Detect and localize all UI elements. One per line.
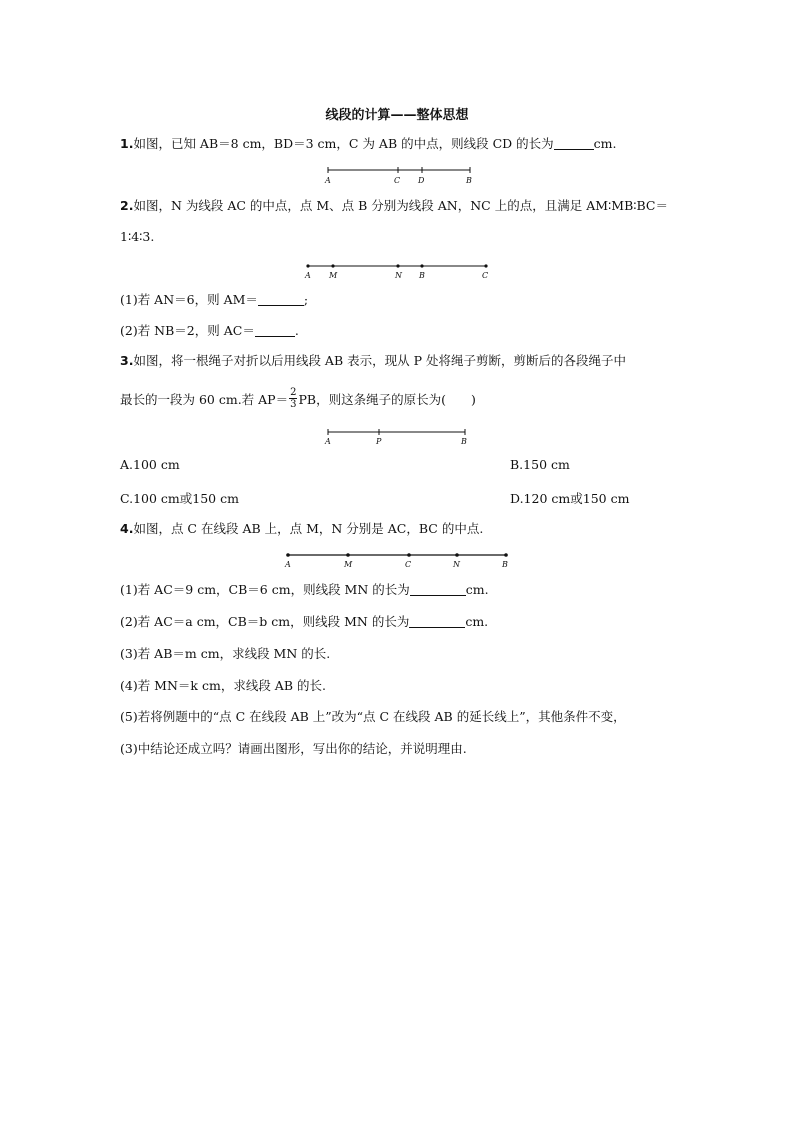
question-3-text: PB，则这条绳子的原长为( ) [298,392,476,407]
point-label-a: A [325,176,331,185]
point-label-a: A [325,437,331,446]
point-label-p: P [376,437,382,446]
question-4-sub-5-line-2: (3)中结论还成立吗？请画出图形，写出你的结论，并说明理由. [120,741,467,756]
question-3-line-1 [120,352,626,370]
question-2-sub-2 [120,322,299,340]
point-label-b: B [466,176,472,185]
answer-blank[interactable] [410,582,466,596]
question-4-sub-1 [120,581,489,599]
question-4-sub-4: (4)若 MN＝k cm，求线段 AB 的长. [120,678,326,693]
fraction-denominator: 3 [290,399,297,410]
question-4 [120,520,483,538]
question-4-text: 如图，点 C 在线段 AB 上，点 M，N 分别是 AC，BC 的中点. [133,521,484,536]
answer-blank[interactable] [258,292,304,306]
sub-question-text: (2)若 AC＝a cm，CB＝b cm，则线段 MN 的长为 [120,614,410,629]
question-2-line-1 [120,197,668,215]
point-label-a: A [305,271,311,280]
question-3-text: 如图，将一根绳子对折以后用线段 AB 表示，现从 P 处将绳子剪断，剪断后的各段绳子中 [133,353,626,368]
option-d[interactable]: D.120 cm或150 cm [510,491,630,506]
question-4-sub-5-line-1: (5)若将例题中的“点 C 在线段 AB 上”改为“点 C 在线段 AB 的延长线上”，其他条件不变， [120,709,626,724]
sub-question-punct: . [294,323,299,338]
point-b [504,553,508,557]
question-3-line-2 [120,389,476,412]
point-c [407,553,411,557]
page-title: 线段的计算——整体思想 [325,108,469,123]
question-number: 1. [120,136,134,151]
question-4-sub-3: (3)若 AB＝m cm，求线段 MN 的长. [120,646,331,661]
question-2-sub-1 [120,291,308,309]
point-label-c: C [394,176,401,185]
question-1-unit: cm. [593,136,617,151]
question-number: 2. [120,198,134,213]
figure-1 [320,164,480,188]
point-n [396,264,399,267]
answer-blank[interactable] [255,323,295,337]
point-label-a: A [285,560,291,569]
sub-question-unit: cm. [465,614,489,629]
question-1 [120,135,616,153]
point-label-d: D [418,176,425,185]
sub-question-punct: ; [303,292,309,307]
point-label-c: C [405,560,412,569]
option-b[interactable]: B.150 cm [510,457,570,472]
sub-question-text: (1)若 AC＝9 cm，CB＝6 cm，则线段 MN 的长为 [120,582,410,597]
point-label-n: N [395,271,402,280]
point-label-b: B [502,560,508,569]
point-label-m: M [344,560,353,569]
sub-question-text: (2)若 NB＝2，则 AC＝ [120,323,255,338]
question-number: 3. [120,353,134,368]
question-1-text: 如图，已知 AB＝8 cm，BD＝3 cm，C 为 AB 的中点，则线段 CD 的长为 [133,136,554,151]
option-a[interactable]: A.100 cm [120,457,180,472]
fraction-numerator: 2 [290,387,297,398]
point-m [346,553,350,557]
answer-blank[interactable] [409,614,465,628]
sub-question-text: (1)若 AN＝6，则 AM＝ [120,292,258,307]
point-a [306,264,309,267]
question-3-text: 最长的一段为 60 cm.若 AP＝ [120,392,289,407]
answer-blank[interactable] [554,136,594,150]
question-number: 4. [120,521,134,536]
figure-4 [280,551,520,573]
point-m [331,264,334,267]
question-2-text: 如图，N 为线段 AC 的中点，点 M、点 B 分别为线段 AN，NC 上的点，且满足 AM∶MB∶BC＝ [133,198,668,213]
point-label-b: B [461,437,467,446]
figure-2 [300,262,500,284]
fraction-two-thirds [289,387,297,410]
sub-question-unit: cm. [465,582,489,597]
point-c [484,264,487,267]
question-2-line-2: 1∶4∶3. [120,229,155,244]
point-label-n: N [453,560,460,569]
point-label-m: M [329,271,338,280]
question-4-sub-2 [120,613,488,631]
point-label-c: C [482,271,489,280]
point-label-b: B [419,271,425,280]
figure-3 [320,428,480,450]
point-n [455,553,459,557]
point-a [286,553,290,557]
point-b [420,264,423,267]
option-c[interactable]: C.100 cm或150 cm [120,491,239,506]
